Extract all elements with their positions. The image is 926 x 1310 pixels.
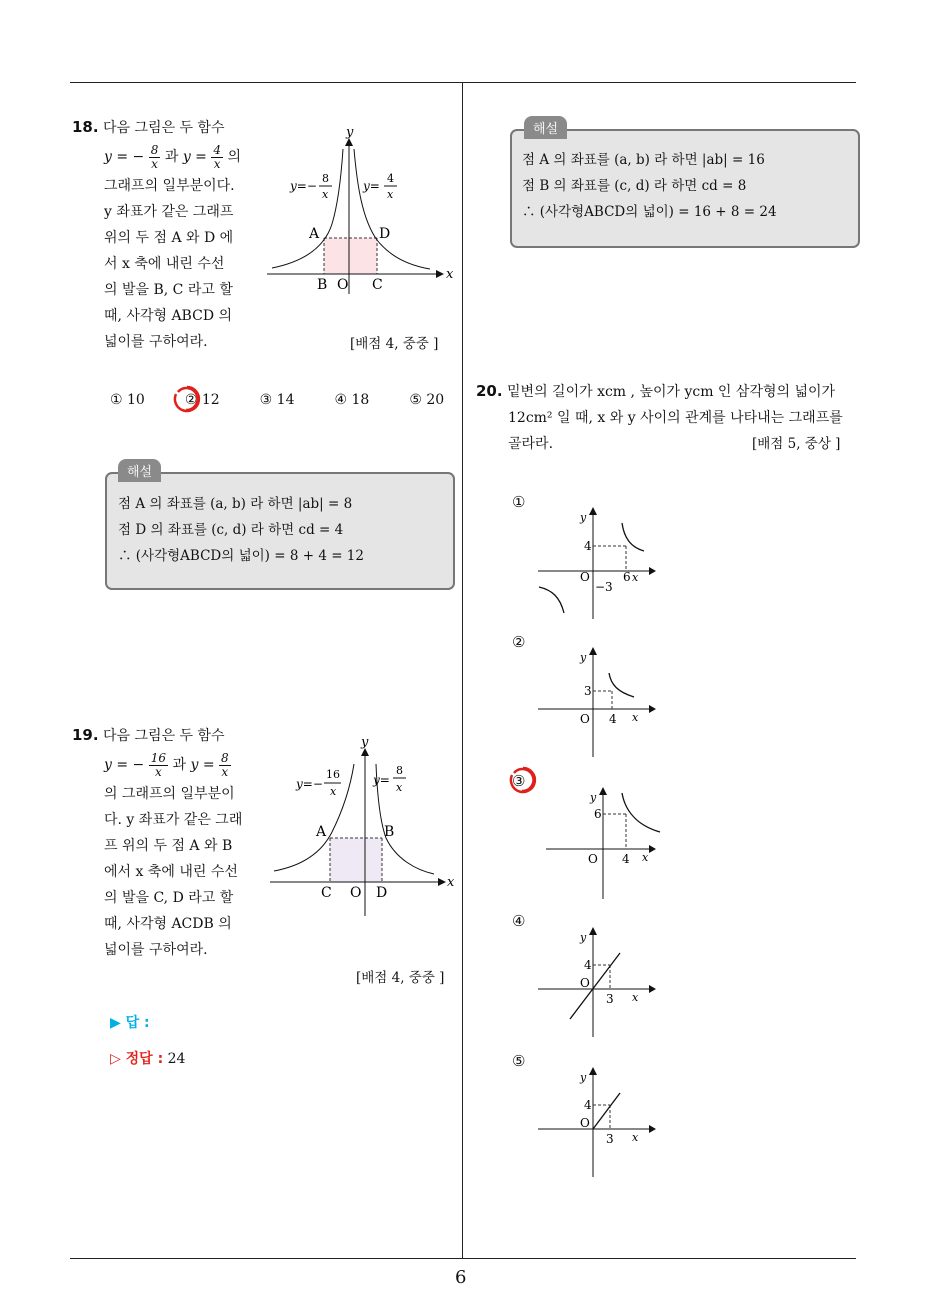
q18-y-label: y [346, 125, 354, 140]
q19-f-join: 과 [172, 757, 186, 773]
page-number: 6 [455, 1267, 467, 1288]
q20-option-1-mark[interactable]: ① [512, 493, 526, 511]
q18-line9: 넓이를 구하여라. [104, 334, 208, 350]
q20-o3-O: O [588, 852, 598, 866]
q19-line7: 의 발을 C, D 라고 할 [104, 890, 234, 906]
q19-line3: 의 그래프의 일부분이 [104, 786, 235, 802]
q19-correct-label: ▷ 정답 : [110, 1051, 164, 1067]
q18-f-end: 의 [227, 149, 241, 165]
q18-choice-2[interactable]: ② 12 [184, 392, 220, 408]
q19-line8: 때, 사각형 ACDB 의 [104, 916, 232, 932]
q18-f1-prefix: y = − [104, 149, 145, 165]
q19-label-C: C [321, 885, 332, 901]
q18-solution-l1: 점 A 의 좌표를 (a, b) 라 하면 |ab| = 8 [118, 496, 353, 512]
q20-o4-O: O [580, 976, 590, 990]
q18-solution-tab: 해설 [118, 459, 161, 482]
q18-number: 18. [72, 118, 99, 136]
q19-number: 19. [72, 726, 99, 744]
q20-option-2-mark[interactable]: ② [512, 633, 526, 651]
q20-o1-y: y [580, 511, 587, 524]
q18-line7: 의 발을 B, C 라고 할 [104, 282, 233, 298]
q18-choice-3[interactable]: ③ 14 [259, 392, 295, 408]
q19-solution-tab: 해설 [524, 116, 567, 139]
column-divider [462, 82, 463, 1258]
q19-x-arrow [438, 878, 446, 886]
q20-o4-xv: 3 [606, 992, 614, 1006]
q18-right-fn: y= [363, 179, 380, 193]
q19-correct-value: 24 [167, 1051, 186, 1067]
q18-choices [110, 392, 484, 408]
q18-x-arrow [436, 270, 444, 278]
q19-line5: 프 위의 두 점 A 와 B [104, 838, 233, 854]
q20-o1-O: O [580, 570, 590, 584]
q18-right-den: x [387, 188, 394, 201]
q20-option-1-graph[interactable] [534, 505, 674, 623]
q18-line1: 다음 그림은 두 함수 [103, 120, 225, 136]
q18-selected-circle-icon [172, 384, 202, 414]
q19-label-D: D [376, 885, 388, 901]
q18-label-O: O [337, 277, 349, 293]
q19-left-num: 16 [326, 768, 340, 781]
q19-left-den: x [330, 785, 337, 798]
q20-o2-xv: 4 [609, 712, 617, 726]
q20-o2-yv: 3 [584, 684, 592, 698]
q19-label-A: A [316, 824, 327, 840]
q20-line1: 밑변의 길이가 xcm , 높이가 ycm 인 삼각형의 넓이가 [507, 384, 836, 400]
q20-option-3-graph[interactable] [544, 785, 674, 903]
q18-x-label: x [446, 267, 454, 282]
q19-solution-l3: ∴ (사각형ABCD의 넓이) = 16 + 8 = 24 [522, 204, 777, 220]
q18-label-D: D [379, 226, 391, 242]
q18-graph [262, 124, 462, 299]
q20-o3-x: x [642, 851, 649, 864]
q20-option-4-mark[interactable]: ④ [512, 912, 526, 930]
q20-o5-xv: 3 [606, 1132, 614, 1146]
q18-f-join: 과 [164, 149, 179, 165]
q19-text [72, 722, 256, 963]
q20-meta: [배점 5, 중상 ] [752, 436, 841, 452]
q18-f1-frac: $\frac{8}{x}$ [150, 142, 159, 171]
q19-x-label: x [447, 875, 455, 890]
q20-line3: 골라라. [508, 436, 554, 452]
q20-number: 20. [476, 382, 503, 400]
q20-option-2-graph[interactable] [534, 645, 674, 763]
q18-f2-prefix: y = [182, 149, 207, 165]
q19-right-den: x [396, 781, 403, 794]
q20-o2-y: y [580, 651, 587, 664]
q18-choice-1[interactable]: ① 10 [110, 392, 145, 408]
q20-o4-y: y [580, 931, 587, 944]
q20-option-5-graph[interactable] [534, 1065, 674, 1183]
q18-line3: 그래프의 일부분이다. [104, 178, 235, 194]
q20-option-3-mark[interactable]: ③ [512, 772, 526, 790]
q19-label-B: B [384, 824, 395, 840]
q18-line8: 때, 사각형 ABCD 의 [104, 308, 233, 324]
q20-selected-circle-icon [508, 765, 538, 795]
q19-f1-frac: $\frac{16}{x}$ [150, 750, 167, 779]
q19-f1-prefix: y = − [104, 757, 145, 773]
q19-solution-l1: 점 A 의 좌표를 (a, b) 라 하면 |ab| = 16 [522, 152, 765, 168]
q20-line2: 12cm² 일 때, x 와 y 사이의 관계를 나타내는 그래프를 [508, 410, 843, 426]
q19-f2-frac: $\frac{8}{x}$ [221, 750, 229, 779]
q18-rect [324, 238, 377, 274]
q18-label-C: C [372, 277, 383, 293]
q20-o3-xv: 4 [622, 852, 630, 866]
q18-left-num: 8 [322, 172, 329, 185]
q19-meta: [배점 4, 중중 ] [356, 970, 445, 986]
q19-rect [330, 838, 382, 882]
q20-o5-x: x [632, 1131, 639, 1144]
q20-o3-yv: 6 [594, 807, 602, 821]
q19-f2-prefix: y = [190, 757, 215, 773]
q19-right-num: 8 [396, 764, 403, 777]
q18-left-fn: y=− [290, 179, 317, 193]
q18-line5: 위의 두 점 A 와 D 에 [104, 230, 234, 246]
q18-f2-frac: $\frac{4}{x}$ [213, 142, 221, 171]
q19-answer-label[interactable]: ▶ 답 : [110, 1015, 150, 1031]
q20-o1-neg: −3 [595, 580, 613, 594]
header-rule [70, 82, 856, 83]
q18-line4: y 좌표가 같은 그래프 [104, 204, 234, 220]
q20-o1-x: x [632, 571, 639, 584]
q18-right-num: 4 [387, 172, 394, 185]
q19-line6: 에서 x 축에 내린 수선 [104, 864, 238, 880]
q20-o1-yv: 4 [584, 539, 592, 553]
q18-left-den: x [322, 188, 329, 201]
q18-choice-5[interactable]: ⑤ 20 [409, 392, 445, 408]
q20-option-5-mark[interactable]: ⑤ [512, 1052, 526, 1070]
q20-o2-x: x [632, 711, 639, 724]
q18-solution-l3: ∴ (사각형ABCD의 넓이) = 8 + 4 = 12 [118, 548, 364, 564]
q20-o4-x: x [632, 991, 639, 1004]
footer-rule [70, 1258, 856, 1259]
q18-label-B: B [317, 277, 328, 293]
q20-o5-y: y [580, 1071, 587, 1084]
q18-choice-4[interactable]: ④ 18 [334, 392, 370, 408]
q18-label-A: A [309, 226, 320, 242]
q19-right-fn: y= [373, 773, 390, 787]
q19-y-label: y [361, 735, 369, 750]
q20-o5-yv: 4 [584, 1098, 592, 1112]
q19-correct-answer [110, 1048, 185, 1068]
q18-text [72, 114, 252, 355]
q20-o4-yv: 4 [584, 958, 592, 972]
q20-o2-O: O [580, 712, 590, 726]
q18-line6: 서 x 축에 내린 수선 [104, 256, 225, 272]
q20-o1-xv: 6 [623, 570, 631, 584]
q19-left-fn: y=− [296, 777, 323, 791]
q20-o5-O: O [580, 1116, 590, 1130]
q19-line9: 넓이를 구하여라. [104, 942, 208, 958]
q18-solution-l2: 점 D 의 좌표를 (c, d) 라 하면 cd = 4 [118, 522, 344, 538]
q19-line1: 다음 그림은 두 함수 [103, 728, 225, 744]
q19-graph [266, 734, 462, 920]
q20-option-4-graph[interactable] [534, 925, 674, 1043]
q20-o3-y: y [590, 791, 597, 804]
q19-label-O: O [350, 885, 362, 901]
q19-line4: 다. y 좌표가 같은 그래 [104, 812, 243, 828]
q19-solution-l2: 점 B 의 좌표를 (c, d) 라 하면 cd = 8 [522, 178, 747, 194]
q18-meta: [배점 4, 중중 ] [350, 336, 439, 352]
